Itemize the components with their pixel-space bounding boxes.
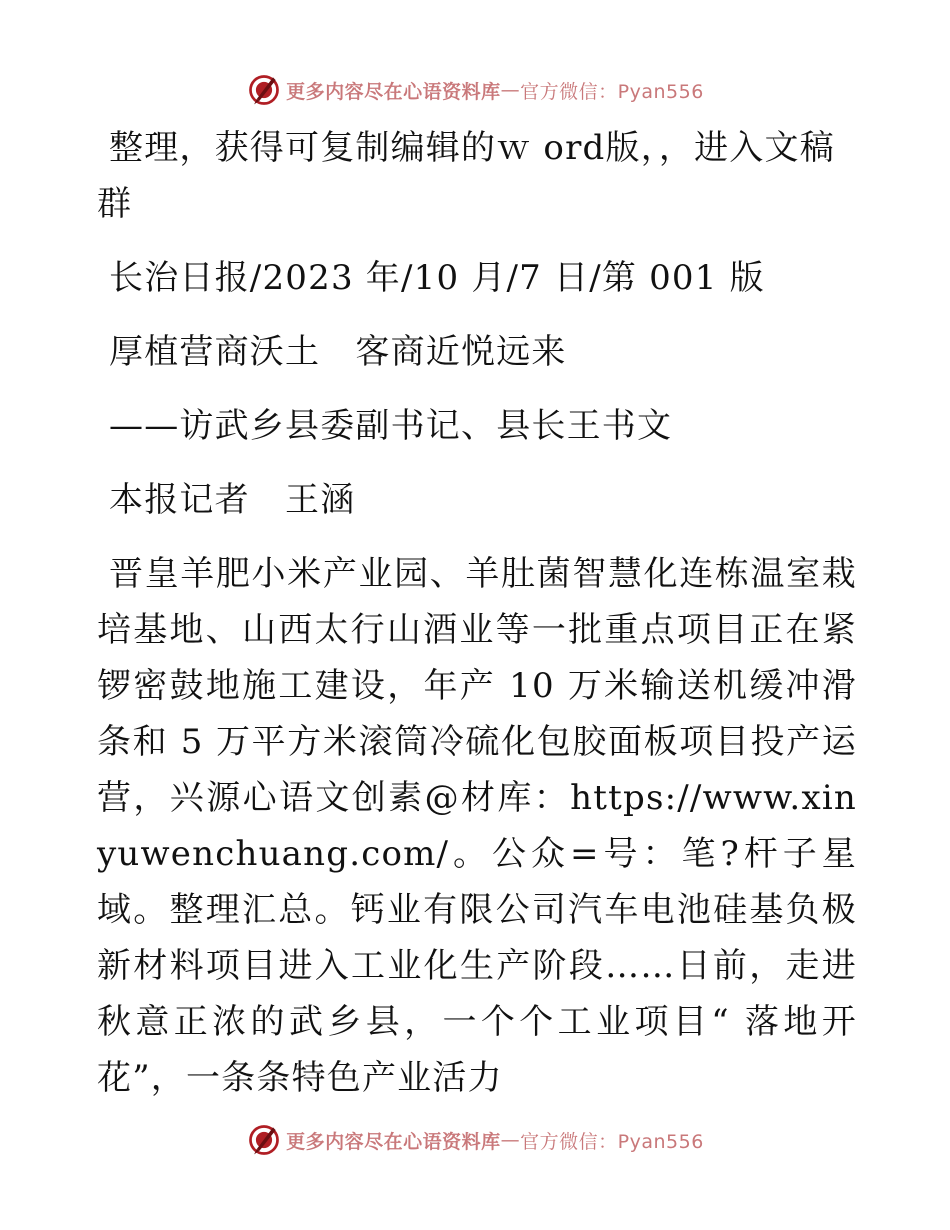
watermark-separator: — <box>500 79 521 101</box>
document-content <box>97 120 857 1106</box>
headline: 厚植营商沃土 客商近悦远来 <box>109 332 567 372</box>
footer-watermark <box>0 1120 950 1160</box>
watermark-main-text: 更多内容尽在心语资料库 <box>286 1130 501 1153</box>
body-paragraph: 晋皇羊肥小米产业园、羊肚菌智慧化连栋温室栽培基地、山西太行山酒业等一批重点项目正在紧锣密鼓地施工建设，年产 10 万米输送机缓冲滑条和 5 万平方米滚筒冷硫化包胶面板项目投产运营，兴源心语文创素@材库：https://www.xinyuwenchuang.com/。公众=号：笔?杆子星域。整理汇总。钙业有限公司汽车电池硅基负极新材料项目进入工业化生产阶段……日前，走进秋意正浓的武乡县，一个个工业项目“ 落地开花”，一条条特色产业活力 <box>97 554 857 1098</box>
quill-logo-icon <box>246 1122 282 1158</box>
watermark-contact-text: 官方微信：Pyan556 <box>520 1130 704 1153</box>
header-watermark <box>0 70 950 110</box>
intro-line: 整理，获得可复制编辑的ｗ ord版，，进入文稿群 <box>97 128 835 224</box>
byline: 本报记者 王涵 <box>109 480 356 520</box>
watermark-contact-text: 官方微信：Pyan556 <box>520 80 704 103</box>
watermark-separator: — <box>500 1129 521 1151</box>
subheadline: ——访武乡县委副书记、县长王书文 <box>109 406 673 446</box>
watermark-main-text: 更多内容尽在心语资料库 <box>286 80 501 103</box>
dateline: 长治日报/2023 年/10 月/7 日/第 001 版 <box>109 258 765 298</box>
quill-logo-icon <box>246 72 282 108</box>
